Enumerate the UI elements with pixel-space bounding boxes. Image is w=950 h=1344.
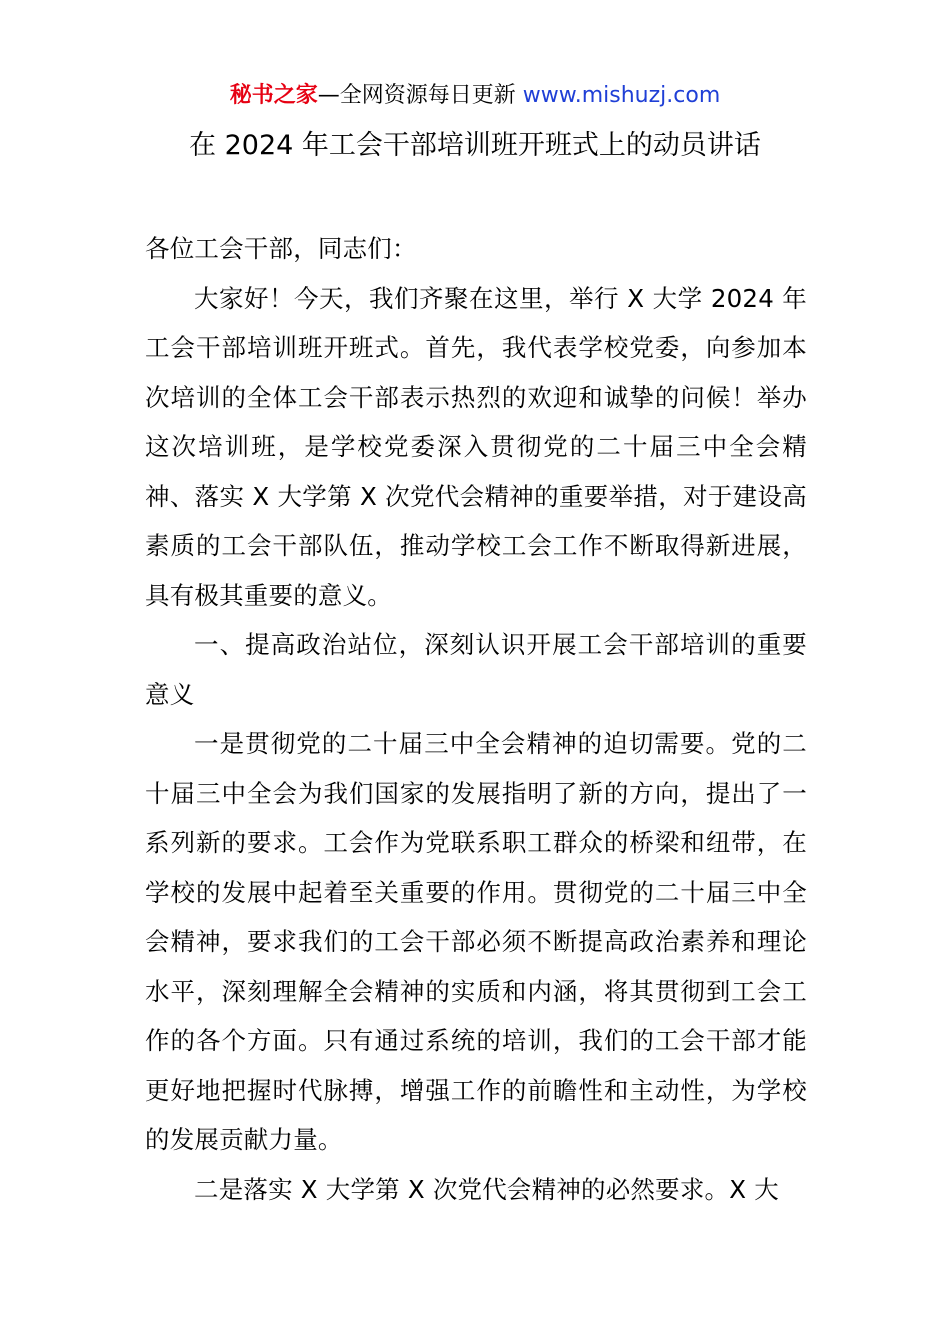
paragraph-point-1: 一是贯彻党的二十届三中全会精神的迫切需要。党的二十届三中全会为我们国家的发展指明了新的方向，提出了一系列新的要求。工会作为党联系职工群众的桥梁和纽带，在学校的发展中起着至关重要的作用。贯彻党的二十届三中全会精神，要求我们的工会干部必须不断提高政治素养和理论水平，深刻理解全会精神的实质和内涵，将其贯彻到工会工作的各个方面。只有通过系统的培训，我们的工会干部才能更好地把握时代脉搏，增强工作的前瞻性和主动性，为学校的发展贡献力量。 (145, 729, 807, 1154)
document-title: 在 2024 年工会干部培训班开班式上的动员讲话 (189, 130, 761, 161)
site-header (0, 80, 950, 112)
site-brand: 秘书之家 (229, 83, 318, 108)
document-body (145, 224, 807, 1214)
paragraph-point-2: 二是落实 X 大学第 X 次党代会精神的必然要求。X 大 (194, 1174, 779, 1204)
paragraph-intro: 大家好！今天，我们齐聚在这里，举行 X 大学 2024 年工会干部培训班开班式。首先，我代表学校党委，向参加本次培训的全体工会干部表示热烈的欢迎和诚挚的问候！举办这次培训班，是学校党委深入贯彻党的二十届三中全会精神、落实 X 大学第 X 次党代会精神的重要举措，对于建设高素质的工会干部队伍，推动学校工会工作不断取得新进展，具有极其重要的意义。 (145, 283, 807, 610)
site-tagline: —全网资源每日更新 (317, 83, 516, 108)
salutation: 各位工会干部，同志们： (145, 234, 417, 263)
site-url-link[interactable]: www.mishuzj.com (522, 83, 721, 108)
section-heading-1: 一、提高政治站位，深刻认识开展工会干部培训的重要意义 (145, 630, 807, 709)
